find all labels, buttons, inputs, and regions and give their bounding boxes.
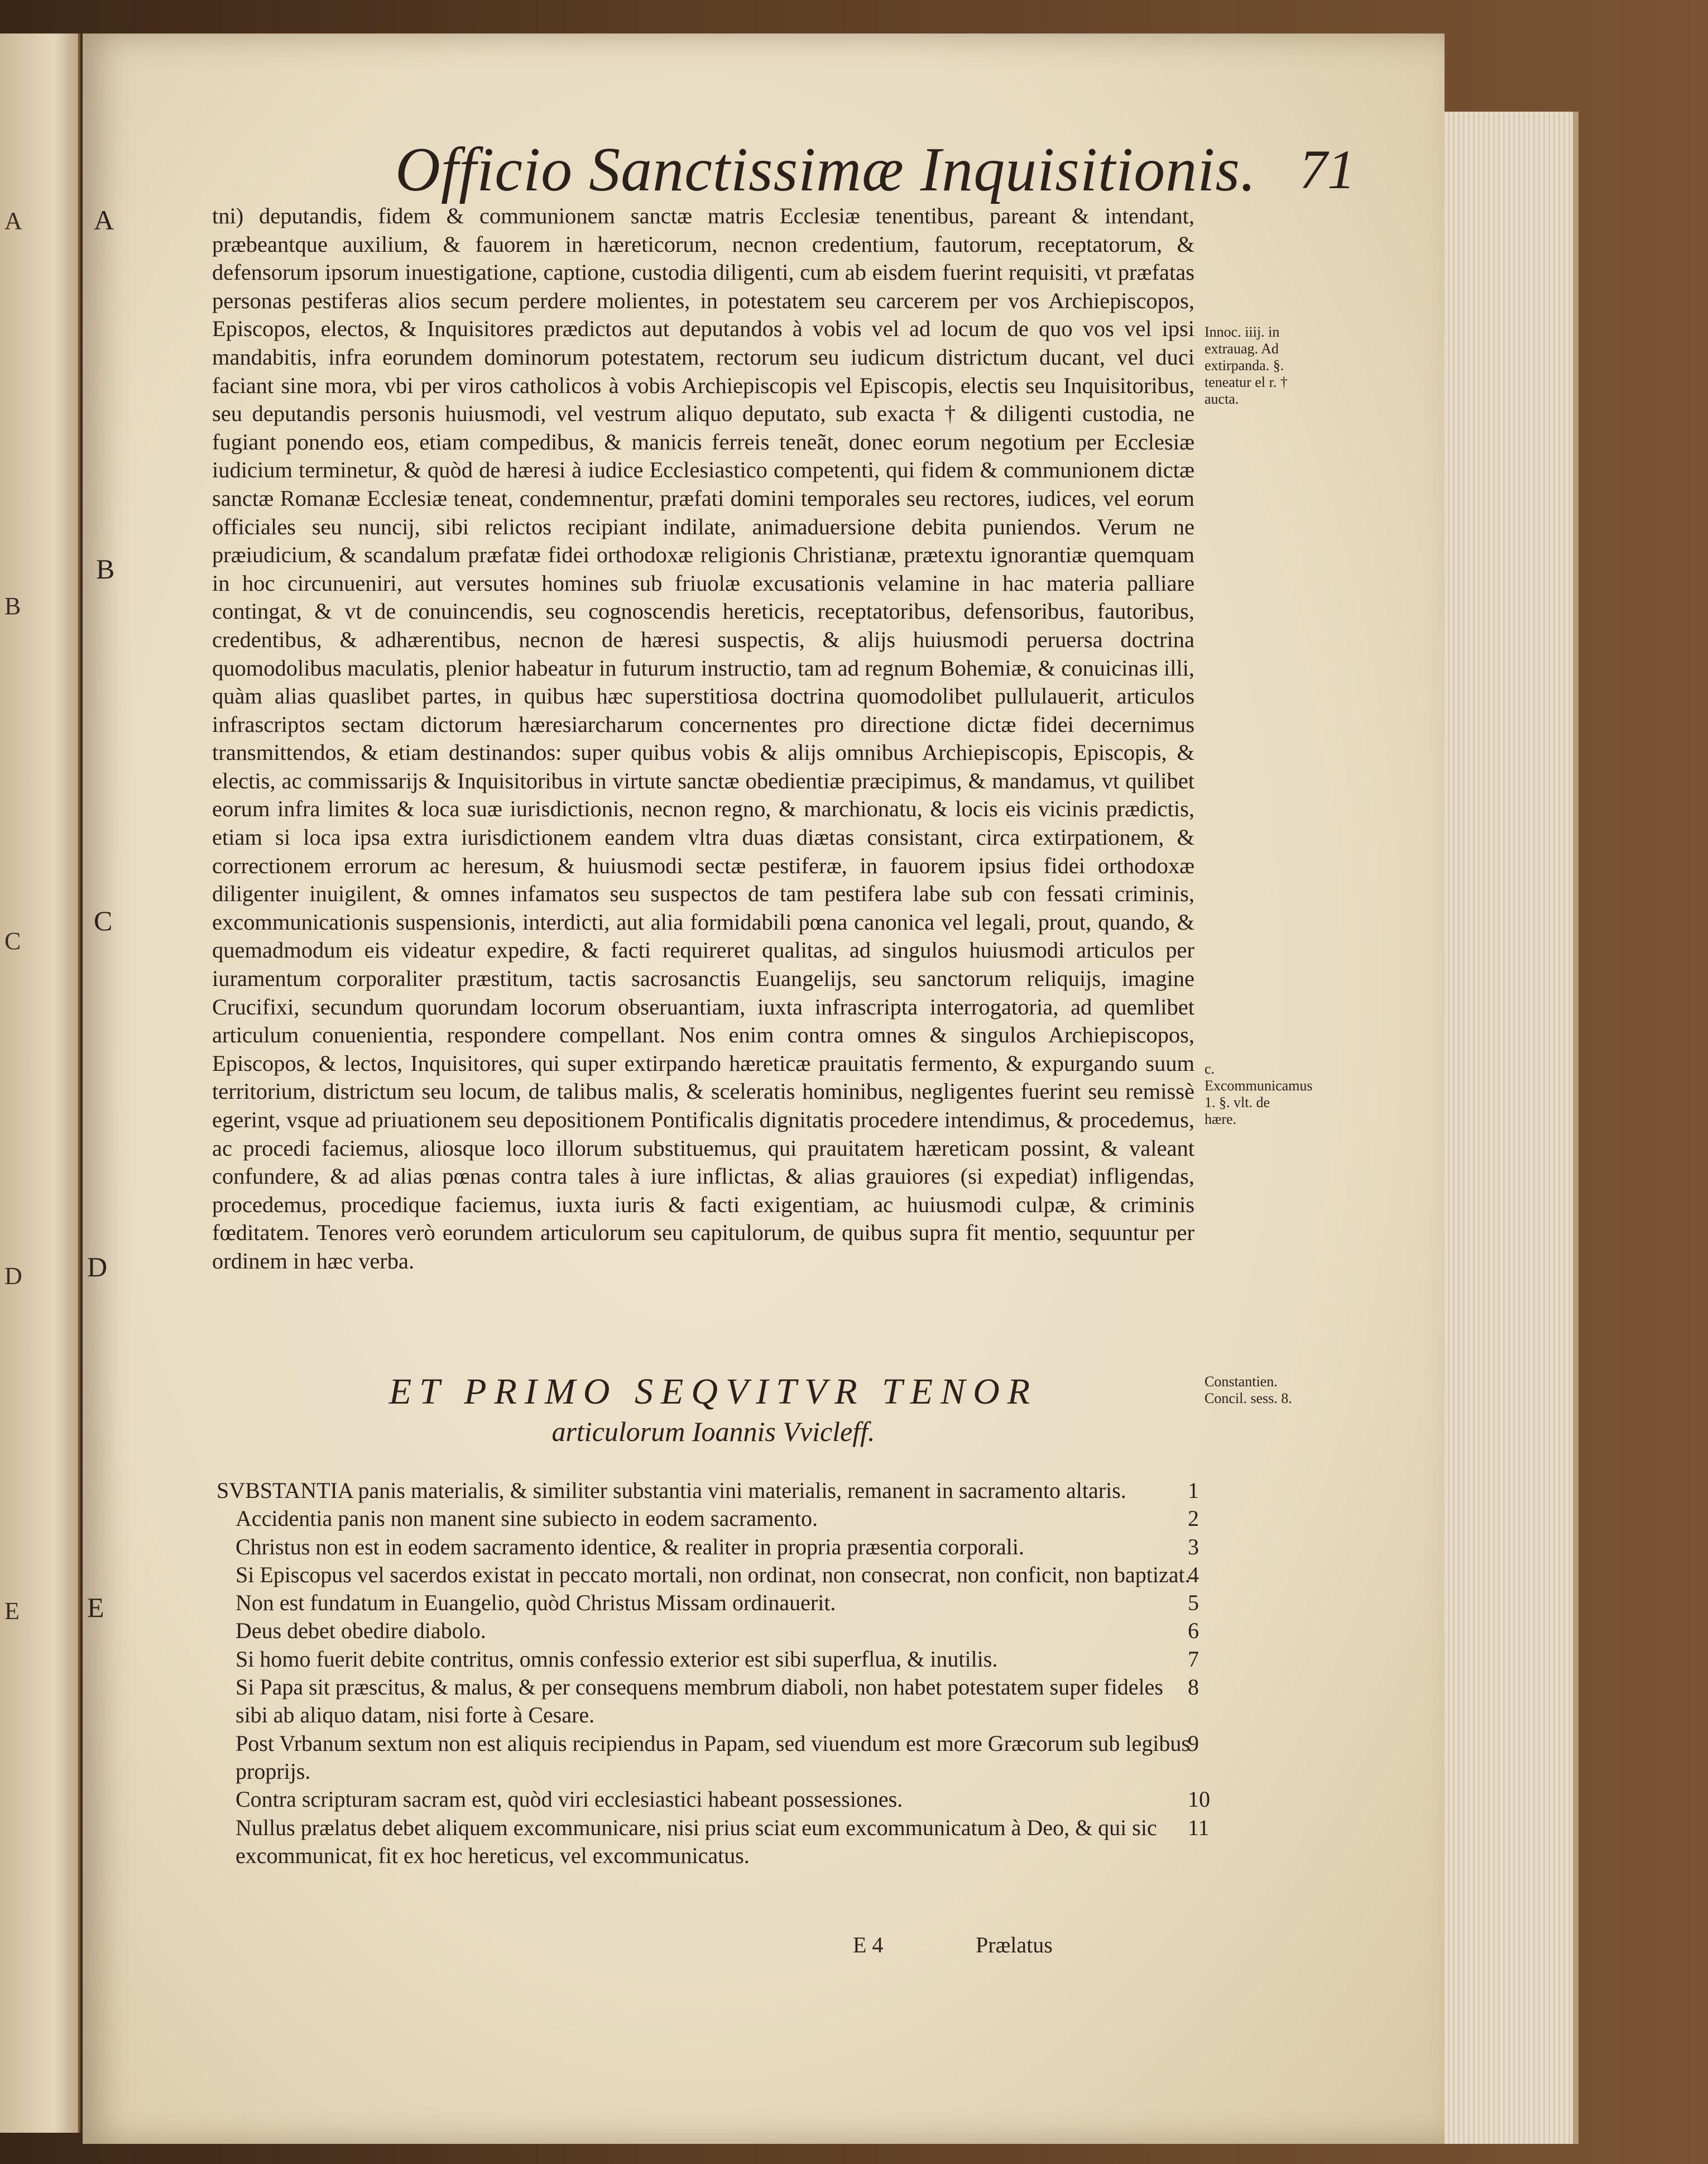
article-number: 3 [1188, 1534, 1199, 1559]
article-number: 4 [1188, 1562, 1199, 1587]
article-row [217, 1505, 1221, 1533]
article-number: 11 [1188, 1814, 1210, 1840]
article-text: Contra scripturam sacram est, quòd viri ecclesiastici habeant possessiones. [236, 1787, 903, 1812]
heading-line-2: articulorum Ioannis Vvicleff. [551, 1416, 875, 1447]
section-letter-d: D [87, 1251, 108, 1282]
article-row [217, 1533, 1221, 1561]
article-text: Accidentia panis non manent sine subiecto in eodem sacramento. [236, 1506, 818, 1531]
page-fore-edge [1445, 112, 1579, 2144]
article-text: Post Vrbanum sextum non est aliquis recipiendus in Papam, sed viuendum est more Græcorum sub legibus proprijs. [236, 1730, 1190, 1784]
article-number: 1 [1188, 1478, 1199, 1503]
heading-line-1: ET PRIMO SEQVITVR TENOR [388, 1371, 1038, 1412]
facing-letter: C [4, 927, 21, 955]
margin-note: c. Excommunicamus 1. §. vlt. de hære. [1205, 1061, 1313, 1127]
article-text: Si Episcopus vel sacerdos existat in peccato mortali, non ordinat, non consecrat, non conficit, non baptizat. [236, 1562, 1191, 1587]
article-number: 6 [1188, 1618, 1199, 1644]
signature-mark: E 4 [853, 1932, 884, 1957]
article-number: 8 [1188, 1674, 1199, 1700]
article-number: 7 [1188, 1646, 1199, 1672]
article-number: 5 [1188, 1590, 1199, 1616]
article-row [217, 1645, 1221, 1673]
section-letter-b: B [96, 553, 115, 585]
article-text: Nullus prælatus debet aliquem excommunicare, nisi prius sciat eum excommunicatum à Deo, & qui sic excommunicat, fit ex hoc hereticus, vel excommunicatus. [236, 1814, 1157, 1868]
article-row [217, 1730, 1221, 1786]
section-letter-c: C [94, 905, 113, 936]
section-letter-a: A [94, 204, 114, 236]
facing-letter: E [4, 1597, 20, 1625]
article-text: Non est fundatum in Euangelio, quòd Christus Missam ordinauerit. [236, 1590, 836, 1616]
article-row [217, 1673, 1221, 1730]
body-paragraph: tni) deputandis, fidem & communionem sanctæ matris Ecclesiæ tenentibus, pareant & intendant, præbeantque auxilium, & fauorem in hæreticorum, necnon credentium, fautorum, receptatorum, & defensorum ipsorum inuestigatione, captione, custodia diligenti, cum ab eisdem fuerint requisiti, vt præfatas personas pestiferas alios secum perdere molientes, in potestatem seu carcerem per vos Archiepiscopos, Episcopos, electos, & Inquisitores prædictos aut deputandos à vobis vel ad locum de quo vos vel ipsi mandabitis, infra eorundem dominorum potestatem, rectorum seu iudicum districtum ducant, vel duci faciant sine mora, vbi per viros catholicos à vobis Archiepiscopis vel Episcopis, electis seu Inquisitoribus, seu deputandis personis huiusmodi, vel vestrum aliquo deputato, sub exacta † & diligenti custodia, ne fugiant ponendo eos, etiam compedibus, & manicis ferreis teneãt, donec eorum negotium per Ecclesiæ iudicium terminetur, & quòd de hæresi à iudice Ecclesiastico competenti, qui fidem & communionem dictæ sanctæ Romanæ Ecclesiæ teneat, condemnentur, præfati domini temporales seu rectores, iudices, vel eorum officiales seu nuncij, sibi relictos recipiant indilate, animaduersione debita puniendos. Verum ne præiudicium, & scandalum præfatæ fidei orthodoxæ religionis Christianæ, prætextu ignorantiæ quemquam in hoc circunueniri, aut versutes homines sub friuolæ excusationis velamine in hac materia palliare contingat, & vt de conuincendis, seu cognoscendis hereticis, receptatoribus, defensoribus, fautoribus, credentibus, & adhærentibus, necnon de hæresi suspectis, & alijs huiusmodi peruersa doctrina quomodolibus maculatis, plenior habeatur in futurum instructio, tam ad regnum Bohemiæ, & conuicinas illi, quàm alias quaslibet partes, in quibus hæc superstitiosa doctrina quomodolibet pullulauerit, articulos infrascriptos sectam dictorum hæresiarcharum concernentes pro directione dictæ fidei decernimus transmittendos, & etiam destinandos: super quibus vobis & alijs omnibus Archiepiscopis, Episcopis, & electis, ac commissarijs & Inquisitoribus in virtute sanctæ obedientiæ præcipimus, & mandamus, vt quilibet eorum infra limites & loca suæ iurisdictionis, necnon regno, & marchionatu, & locis eis vicinis prædictis, etiam si loca ipsa extra iurisdictionem eandem vltra duas diætas consistant, circa extirpationem, & correctionem errorum ac heresum, & huiusmodi sectæ pestiferæ, in fauorem ipsius fidei orthodoxæ diligenter inuigilent, & omnes infamatos seu suspectos de tam pestifera labe sub con fessati criminis, excommunicationis suspensionis, interdicti, aut alia formidabili pœna canonica vel legali, prout, quando, & quemadmodum eis videatur expedire, & facti requireret qualitas, ad singulos huiusmodi articulos per iuramentum corporaliter præstitum, tactis sacrosanctis Euangelijs, seu sanctorum reliquijs, imagine Crucifixi, secundum quorundam locorum obseruantiam, iuxta infrascripta interrogatoria, ad quemlibet articulum conuenientia, respondere compellant. Nos enim contra omnes & singulos Archiepiscopos, Episcopos, & lectos, Inquisitores, qui super extirpando hæreticæ prauitatis fermento, & expurgando suum territorium, districtum seu locum, de talibus malis, & sceleratis hominibus, negligentes fuerint seu remissè egerint, vsque ad priuationem seu depositionem Pontificalis dignitatis procedere intendimus, & procedemus, ac procedi faciemus, aliosque loco illorum substituemus, qui prauitatem hæreticam possint, & valeant confundere, & ad alias pœnas contra tales à iure inflictas, & alias grauiores (si expediat) infligendas, procedemus, procedique faciemus, iuxta iuris & facti exigentiam, ac huiusmodi culpæ, & criminis fœditatem. Tenores verò eorundem articulorum seu capitulorum, de quibus supra fit mentio, sequuntur per ordinem in hæc verba. [212, 203, 1194, 1273]
article-number: 2 [1188, 1506, 1199, 1531]
article-text: Christus non est in eodem sacramento identice, & realiter in propria præsentia corporali. [236, 1534, 1024, 1559]
main-text-block [212, 202, 1194, 1276]
article-row [217, 1617, 1221, 1645]
facing-letter: D [4, 1262, 22, 1290]
catchword: Prælatus [976, 1932, 1053, 1957]
section-heading [267, 1371, 1160, 1448]
margin-note: Constantien. Concil. sess. 8. [1205, 1373, 1292, 1406]
section-letter-e: E [87, 1592, 104, 1623]
article-number: 10 [1188, 1787, 1210, 1812]
facing-letter: B [4, 592, 21, 620]
article-text: Si Papa sit præscitus, & malus, & per consequens membrum diaboli, non habet potestatem super fideles sibi ab aliquo datam, nisi forte à Cesare. [236, 1674, 1163, 1728]
margin-note: Innoc. iiij. in extrauag. Ad extirpanda. §. teneatur el r. † aucta. [1205, 324, 1288, 407]
article-text: SVBSTANTIA panis materialis, & similiter substantia vini materialis, remanent in sacramento altaris. [217, 1478, 1126, 1503]
book-page [83, 33, 1445, 2144]
articles-list [217, 1477, 1221, 1870]
article-row [217, 1814, 1221, 1870]
article-row [217, 1589, 1221, 1617]
article-number: 9 [1188, 1730, 1199, 1756]
article-text: Deus debet obedire diabolo. [236, 1618, 486, 1644]
running-head: Officio Sanctissimæ Inquisitionis. [395, 135, 1256, 204]
article-text: Si homo fuerit debite contritus, omnis confessio exterior est sibi superflua, & inutilis. [236, 1646, 998, 1672]
facing-page-edge [0, 33, 80, 2133]
facing-letter: A [4, 207, 22, 234]
article-row [217, 1477, 1221, 1505]
article-row [217, 1785, 1221, 1813]
page-number: 71 [1299, 138, 1355, 200]
article-row [217, 1561, 1221, 1589]
